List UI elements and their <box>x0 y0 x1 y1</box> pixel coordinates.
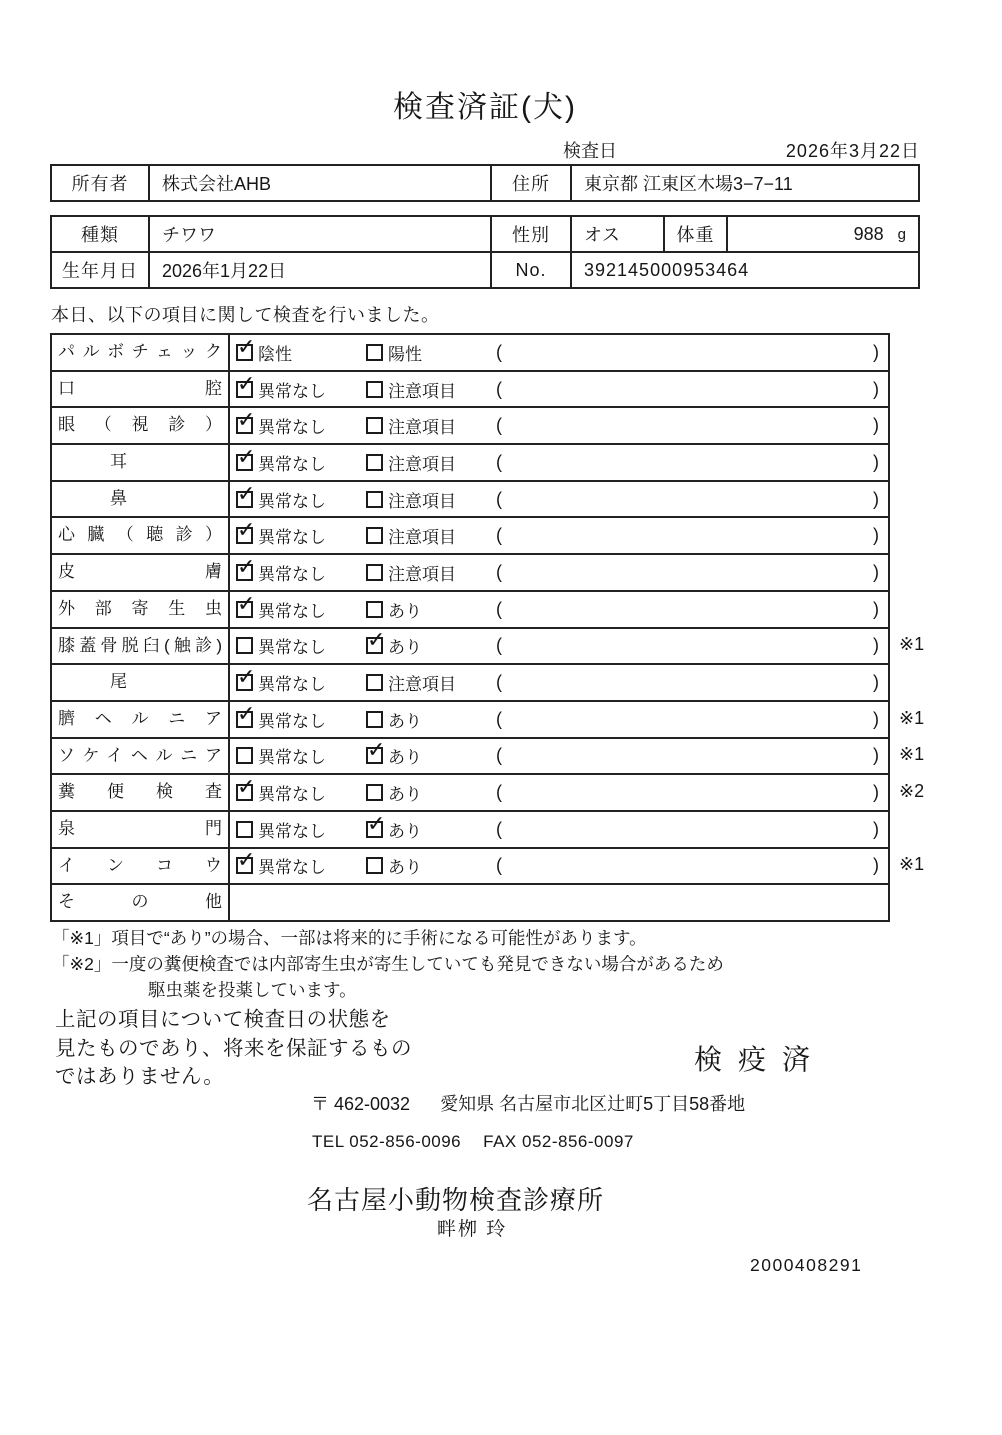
checkbox-icon[interactable] <box>366 857 383 874</box>
paren-close: ) <box>873 708 879 729</box>
option-label: 注意項目 <box>388 381 456 401</box>
option-label: 異常なし <box>258 638 326 658</box>
inspection-date-value: 2026年3月22日 <box>785 141 920 161</box>
checkbox-icon[interactable] <box>236 601 253 618</box>
paren-open: ( <box>496 708 502 729</box>
option-label: あり <box>388 858 422 878</box>
weight-value: 988 <box>853 223 884 244</box>
item-label: 口腔 <box>52 372 230 407</box>
option-label: あり <box>388 821 422 841</box>
paren-close: ) <box>873 745 879 766</box>
footnote-mark: ※2 <box>899 781 925 802</box>
clinic-name: 名古屋小動物検査診療所 <box>307 1185 605 1215</box>
intro-text: 本日、以下の項目に関して検査を行いました。 <box>51 305 440 325</box>
disclaimer-line1: 上記の項目について検査日の状態を <box>55 1008 391 1031</box>
checklist-row-mouth <box>50 370 947 407</box>
option-label: 異常なし <box>258 454 326 474</box>
checklist-row-inkou <box>50 847 947 884</box>
checkbox-icon[interactable] <box>366 747 383 764</box>
option-label: あり <box>388 638 422 658</box>
checklist-row-patella <box>50 627 947 664</box>
checklist-row-nose <box>50 480 947 517</box>
disclaimer-line2: 見たものであり、将来を保証するもの <box>55 1036 412 1060</box>
checklist-row-skin <box>50 553 947 590</box>
sex-value-cell: オス <box>570 217 663 251</box>
result-option <box>366 413 496 438</box>
remarks-field <box>496 408 888 443</box>
result-option <box>236 743 366 768</box>
item-label: インコウ <box>52 849 230 884</box>
paren-close: ) <box>873 378 879 399</box>
paren-close: ) <box>873 818 879 839</box>
owner-table <box>50 164 920 202</box>
option-label: あり <box>388 748 422 768</box>
paren-open: ( <box>496 672 502 693</box>
result-option <box>366 450 496 475</box>
item-label: 泉門 <box>52 812 230 847</box>
breed-value-cell: チワワ <box>148 217 490 251</box>
option-label: 異常なし <box>258 491 326 511</box>
option-label: 異常なし <box>258 528 326 548</box>
checklist-row-ears <box>50 443 947 480</box>
checklist-row-umbilical-hernia <box>50 700 947 737</box>
checkbox-icon[interactable] <box>366 491 383 508</box>
option-label: あり <box>388 711 422 731</box>
owner-row <box>52 166 918 200</box>
result-option <box>236 450 366 475</box>
checkbox-icon[interactable] <box>236 821 253 838</box>
result-option <box>236 633 366 658</box>
paren-close: ) <box>873 525 879 546</box>
birthdate-label-cell: 生年月日 <box>62 261 138 281</box>
paren-open: ( <box>496 341 502 362</box>
option-label: 異常なし <box>258 564 326 584</box>
option-label: 注意項目 <box>388 564 456 584</box>
result-option <box>366 853 496 878</box>
remarks-field <box>496 629 888 664</box>
remarks-field <box>496 665 888 700</box>
breed-label-cell: 種類 <box>81 225 119 245</box>
checklist-row-external-parasites <box>50 590 947 627</box>
checklist-row-inguinal-hernia <box>50 737 947 774</box>
checkbox-icon[interactable] <box>366 637 383 654</box>
quarantine-stamp: 検疫済 <box>694 1044 827 1075</box>
paren-open: ( <box>496 415 502 436</box>
remarks-field <box>496 445 888 480</box>
result-option <box>366 487 496 512</box>
weight-value-cell <box>726 217 918 251</box>
result-option <box>236 560 366 585</box>
result-option <box>236 780 366 805</box>
paren-close: ) <box>873 341 879 362</box>
paren-open: ( <box>496 451 502 472</box>
checkbox-icon[interactable] <box>366 564 383 581</box>
item-label: 尾 <box>52 665 230 700</box>
result-option <box>236 413 366 438</box>
page-title: 検査済証(犬) <box>393 91 577 124</box>
disclaimer <box>55 1006 412 1092</box>
item-label: 外部寄生虫 <box>52 592 230 627</box>
remarks-field <box>496 372 888 407</box>
other-empty-field <box>230 885 888 920</box>
option-label: 異常なし <box>258 785 326 805</box>
document-serial-number: 2000408291 <box>750 1255 863 1275</box>
checkbox-icon[interactable] <box>366 711 383 728</box>
checkbox-icon[interactable] <box>236 564 253 581</box>
option-label: 陽性 <box>388 344 422 364</box>
paren-open: ( <box>496 598 502 619</box>
remarks-field <box>496 482 888 517</box>
animal-table <box>50 215 920 289</box>
checkbox-icon[interactable] <box>366 454 383 471</box>
option-label: 注意項目 <box>388 418 456 438</box>
item-label: その他 <box>52 885 230 920</box>
option-label: あり <box>388 785 422 805</box>
paren-close: ) <box>873 635 879 656</box>
option-label: 注意項目 <box>388 675 456 695</box>
owner-value-cell: 株式会社AHB <box>148 166 490 200</box>
animal-row-2 <box>52 251 918 287</box>
checkbox-icon[interactable] <box>366 784 383 801</box>
paren-open: ( <box>496 855 502 876</box>
item-label: 膝蓋骨脱臼(触診) <box>52 629 230 664</box>
remarks-field <box>496 812 888 847</box>
footnotes <box>52 925 724 1003</box>
paren-open: ( <box>496 635 502 656</box>
checkbox-icon[interactable] <box>366 344 383 361</box>
checkbox-icon[interactable] <box>366 674 383 691</box>
result-option <box>236 817 366 842</box>
option-label: 異常なし <box>258 601 326 621</box>
item-label: ソケイヘルニア <box>52 739 230 774</box>
checkbox-icon[interactable] <box>366 381 383 398</box>
paren-open: ( <box>496 818 502 839</box>
checkbox-icon[interactable] <box>366 821 383 838</box>
footnote-mark: ※1 <box>899 744 925 765</box>
footnote-2-line1: 「※2」一度の糞便検査では内部寄生虫が寄生していても発見できない場合があるため <box>52 954 724 974</box>
footnote-mark: ※1 <box>899 634 925 655</box>
checklist-row-heart <box>50 516 947 553</box>
remarks-field <box>496 739 888 774</box>
owner-label-cell: 所有者 <box>71 174 129 194</box>
footnote-1: 「※1」項目で“あり”の場合、一部は将来的に手術になる可能性があります。 <box>52 928 647 948</box>
checklist-row-fecal-exam <box>50 773 947 810</box>
checkbox-icon[interactable] <box>236 711 253 728</box>
item-label: 心臓（聴診） <box>52 518 230 553</box>
clinic-address: 愛知県 名古屋市北区辻町5丁目58番地 <box>440 1094 746 1114</box>
result-option <box>366 670 496 695</box>
checkbox-icon[interactable] <box>236 637 253 654</box>
result-option <box>236 523 366 548</box>
item-label: 眼（視診） <box>52 408 230 443</box>
item-label: 糞便検査 <box>52 775 230 810</box>
checkbox-icon[interactable] <box>236 454 253 471</box>
paren-close: ) <box>873 415 879 436</box>
clinic-contact-row <box>312 1132 634 1152</box>
option-label: 異常なし <box>258 711 326 731</box>
result-option <box>366 743 496 768</box>
option-label: 異常なし <box>258 821 326 841</box>
option-label: あり <box>388 601 422 621</box>
checkbox-icon[interactable] <box>366 601 383 618</box>
inspection-date-label: 検査日 <box>563 141 617 161</box>
result-option <box>366 597 496 622</box>
option-label: 異常なし <box>258 675 326 695</box>
item-label: 耳 <box>52 445 230 480</box>
checkbox-icon[interactable] <box>236 527 253 544</box>
item-label: 皮膚 <box>52 555 230 590</box>
result-option <box>236 377 366 402</box>
item-label: 鼻 <box>52 482 230 517</box>
result-option <box>236 340 366 365</box>
option-label: 注意項目 <box>388 454 456 474</box>
number-value-cell: 392145000953464 <box>570 253 918 287</box>
item-label: 臍ヘルニア <box>52 702 230 737</box>
address-label-cell: 住所 <box>490 166 570 200</box>
result-option <box>236 487 366 512</box>
checklist-row-eyes <box>50 406 947 443</box>
address-value-cell: 東京都 江東区木場3−7−11 <box>570 166 918 200</box>
result-option <box>236 597 366 622</box>
checkbox-icon[interactable] <box>236 747 253 764</box>
checkbox-icon[interactable] <box>236 857 253 874</box>
paren-open: ( <box>496 561 502 582</box>
paren-open: ( <box>496 782 502 803</box>
inspection-date-row <box>50 137 920 163</box>
result-option <box>236 853 366 878</box>
clinic-postal-code: 〒 462-0032 <box>311 1094 411 1114</box>
result-option <box>366 523 496 548</box>
remarks-field <box>496 775 888 810</box>
result-option <box>236 707 366 732</box>
paren-open: ( <box>496 378 502 399</box>
remarks-field <box>496 849 888 884</box>
result-option <box>236 670 366 695</box>
paren-open: ( <box>496 525 502 546</box>
checklist-row-other <box>50 883 947 922</box>
checkbox-icon[interactable] <box>236 381 253 398</box>
sex-label-cell: 性別 <box>490 217 570 251</box>
number-label-cell: No. <box>490 253 570 287</box>
footnote-mark: ※1 <box>899 707 925 728</box>
remarks-field <box>496 335 888 370</box>
disclaimer-line3: ではありません。 <box>55 1065 225 1088</box>
item-label: パルボチェック <box>52 335 230 370</box>
checkbox-icon[interactable] <box>366 527 383 544</box>
footnote-mark: ※1 <box>899 854 925 875</box>
option-label: 異常なし <box>258 418 326 438</box>
option-label: 異常なし <box>258 381 326 401</box>
paren-close: ) <box>873 598 879 619</box>
footnote-2-line2: 駆虫薬を投薬しています。 <box>148 980 357 1000</box>
option-label: 注意項目 <box>388 491 456 511</box>
checkbox-icon[interactable] <box>236 417 253 434</box>
checklist-row-fontanelle <box>50 810 947 847</box>
checkbox-icon[interactable] <box>236 344 253 361</box>
result-option <box>366 340 496 365</box>
weight-unit: g <box>897 225 906 243</box>
checklist-table <box>50 333 947 922</box>
checkbox-icon[interactable] <box>236 674 253 691</box>
checklist-row-parvo <box>50 333 947 370</box>
result-option <box>366 633 496 658</box>
option-label: 異常なし <box>258 748 326 768</box>
paren-close: ) <box>873 451 879 472</box>
result-option <box>366 817 496 842</box>
animal-row-1 <box>52 217 918 251</box>
veterinarian-name: 畔栁 玲 <box>437 1219 508 1240</box>
paren-close: ) <box>873 855 879 876</box>
paren-close: ) <box>873 782 879 803</box>
paren-open: ( <box>496 745 502 766</box>
paren-close: ) <box>873 488 879 509</box>
option-label: 注意項目 <box>388 528 456 548</box>
paren-open: ( <box>496 488 502 509</box>
option-label: 陰性 <box>258 344 292 364</box>
option-label: 異常なし <box>258 858 326 878</box>
clinic-tel: TEL 052-856-0096 <box>312 1132 462 1151</box>
paren-close: ) <box>873 672 879 693</box>
result-option <box>366 560 496 585</box>
checklist-row-tail <box>50 663 947 700</box>
remarks-field <box>496 592 888 627</box>
remarks-field <box>496 518 888 553</box>
remarks-field <box>496 555 888 590</box>
result-option <box>366 377 496 402</box>
result-option <box>366 707 496 732</box>
birthdate-value-cell: 2026年1月22日 <box>148 253 490 287</box>
checkbox-icon[interactable] <box>236 491 253 508</box>
result-option <box>366 780 496 805</box>
clinic-fax: FAX 052-856-0097 <box>483 1132 634 1151</box>
clinic-address-row <box>311 1090 745 1116</box>
remarks-field <box>496 702 888 737</box>
checkbox-icon[interactable] <box>366 417 383 434</box>
weight-label-cell: 体重 <box>663 217 726 251</box>
paren-close: ) <box>873 561 879 582</box>
checkbox-icon[interactable] <box>236 784 253 801</box>
